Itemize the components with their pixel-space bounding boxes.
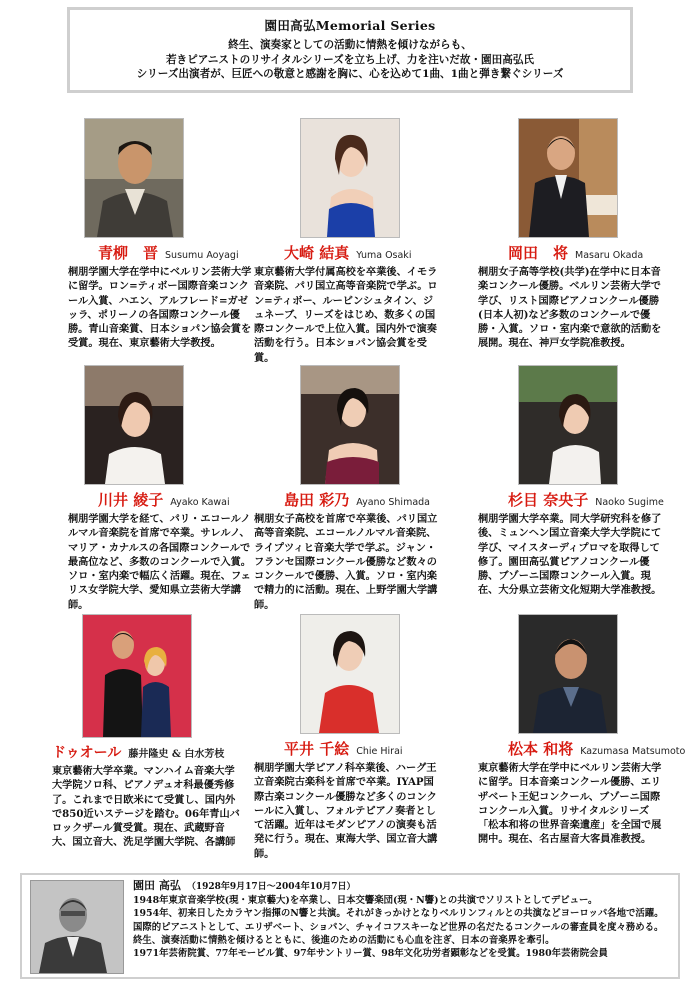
performer-bio: 東京藝術大学付属高校を卒業後、イモラ音楽院、パリ国立高等音楽院で学ぶ。ロン=ティボー、ルービンシュタイン、ジュネーブ、リーズをはじめ、数多くの国際コンクールで上位入賞。国内外で演奏活動を行う。日本ショパン協会賞を受賞。: [254, 266, 438, 364]
performer-name-en: Ayako Kawai: [170, 497, 230, 508]
performer-name-en: Ayano Shimada: [356, 497, 431, 508]
performer-bio: 桐朋学園大学ピアノ科卒業後、ハーグ王立音楽院古楽科を首席で卒業。IYAP国際古楽コンクール優勝など多くのコンクールに入賞し、フォルテピアノ奏者として活躍。近年はモダンピアノの演奏も活発に行う。現在、東海大学、国立音大講師。: [254, 762, 438, 860]
series-description: [70, 38, 630, 82]
performer-name-en: Yuma Osaki: [356, 250, 412, 261]
performer-name-en: 藤井隆史 & 白水芳枝: [128, 749, 225, 760]
performer-name: 岡田 将: [508, 244, 569, 262]
performer-name-en: Chie Hirai: [356, 746, 403, 757]
performer-card-matsumoto: [478, 614, 686, 847]
description-line-1: 終生、演奏家としての活動に情熱を傾けながらも、: [228, 39, 472, 51]
performer-photo: [518, 118, 618, 238]
performer-card-osaki: [254, 118, 444, 365]
performer-name-en: Kazumasa Matsumoto: [580, 746, 686, 757]
performer-name: 杉目 奈央子: [508, 491, 589, 509]
performer-bio: 東京藝術大学卒業。マンハイム音楽大学大学院ソロ科、ピアノデュオ科最優秀修了。これまで日欧米にて受賞し、国内外で850近いステージを踏む。06年青山バロックザール賞受賞。現在、武蔵野音大、国立音大、洗足学園大学院、各講師: [52, 765, 240, 849]
series-header: [67, 7, 633, 93]
performer-name: 島田 彩乃: [284, 491, 350, 509]
sonoda-name: 園田 高弘: [133, 879, 181, 892]
performer-card-aoyagi: [68, 118, 258, 351]
performer-card-sugime: [478, 365, 668, 598]
performer-bio: 桐朋学園大学を経て、パリ・エコールノルマル音楽院を首席で卒業。サレルノ、マリア・カナルスの各国際コンクールで最高位など、多数のコンクールで入賞。ソロ・室内楽で幅広く活躍。現在、フェリス女学院大学、愛知県立芸術大学講師。: [68, 513, 251, 611]
performer-card-okada: [478, 118, 668, 351]
performer-bio: 桐朋女子高等学校(共学)在学中に日本音楽コンクール優勝。ベルリン芸術大学で学び、リスト国際ピアノコンクール優勝(日本人初)など多数のコンクールで優勝・入賞。ソロ・室内楽で意欲的活動を展開。現在、神戸女学院准教授。: [478, 266, 662, 350]
performer-bio: 桐朋女子高校を首席で卒業後、パリ国立高等音楽院、エコールノルマル音楽院、ライプツィヒ音楽大学で学ぶ。ジャン・フランセ国際コンクール優勝など数々のコンクールで優勝、入賞。ソロ・室内楽で精力的に活動。現在、上野学園大学講師。: [254, 513, 438, 611]
sonoda-memorial-box: [20, 873, 680, 979]
performer-card-kawai: [68, 365, 258, 612]
description-line-3: シリーズ出演者が、巨匠への敬意と感謝を胸に、心を込めて1曲、1曲と弾き繋ぐシリーズ: [136, 68, 564, 80]
sonoda-photo: [30, 880, 124, 974]
sonoda-dates: （1928年9月17日～2004年10月7日）: [186, 882, 356, 892]
performer-name: 青柳 晋: [98, 244, 159, 262]
performer-photo: [300, 365, 400, 485]
sonoda-bio-line: 1948年東京音楽学校(現・東京藝大)を卒業し、日本交響楽団(現・N響)との共演でソリストとしてデビュー。: [133, 895, 598, 907]
performer-name: 大崎 結真: [284, 244, 350, 262]
performer-name: 松本 和将: [508, 740, 574, 758]
performer-name-en: Masaru Okada: [575, 250, 644, 261]
performer-card-hirai: [254, 614, 444, 861]
description-line-2: 若きピアニストのリサイタルシリーズを立ち上げ、力を注いだ故・園田高弘氏: [165, 53, 535, 66]
performer-bio: 桐朋学園大学卒業。同大学研究科を修了後、ミュンヘン国立音楽大学大学院にて学び、マイスターディプロマを取得して修了。園田高弘賞ピアノコンクール優勝、ブゾーニ国際コンクール入賞。現在、大分県立芸術文化短期大学准教授。: [478, 513, 662, 597]
performer-photo: [82, 614, 192, 738]
sonoda-bio-line: 1954年、初来日したカラヤン指揮のN響と共演。それがきっかけとなりベルリンフィルとの共演などヨーロッパ各地で活躍。: [133, 908, 664, 920]
sonoda-bio-line: 終生、演奏活動に情熱を傾けるとともに、後進のための活動にも心血を注ぎ、日本の音楽界を牽引。: [133, 934, 555, 946]
performer-bio: 桐朋学園大学在学中にベルリン芸術大学に留学。ロン=ティボー国際音楽コンクール入賞、ハエン、アルフレード=ガゼッラ、ポリーノの各国際コンクール優勝。青山音楽賞、日本ショパン協会賞を受賞。現在、東京藝術大学教授。: [68, 266, 252, 350]
sonoda-biography: [133, 879, 673, 960]
performer-bio: 東京藝術大学在学中にベルリン芸術大学に留学。日本音楽コンクール優勝、エリザベート王妃コンクール、ブゾーニ国際コンクール入賞。リサイタルシリーズ「松本和将の世界音楽遺産」を全国で展開中。現在、名古屋音大客員准教授。: [478, 762, 662, 846]
performer-name: ドゥオール: [52, 745, 122, 761]
performer-photo: [300, 614, 400, 734]
performer-card-shimada: [254, 365, 444, 612]
performer-photo: [84, 118, 184, 238]
performer-name: 川井 綾子: [98, 491, 164, 509]
series-title: 園田高弘Memorial Series: [264, 18, 436, 33]
performer-photo: [84, 365, 184, 485]
sonoda-bio-line: 1971年芸術院賞、77年モービル賞、97年サントリー賞、98年文化功労者顕彰などを受賞。1980年芸術院会員: [133, 948, 608, 960]
performer-name-en: Susumu Aoyagi: [165, 250, 239, 261]
sonoda-bio-line: 国際的ピアニストとして、エリザベート、ショパン、チャイコフスキーなど世界の名だたるコンクールの審査員を度々務める。: [133, 921, 664, 933]
performer-card-duor: [52, 614, 242, 850]
performer-name-en: Naoko Sugime: [595, 497, 664, 508]
performer-photo: [518, 365, 618, 485]
performer-name: 平井 千絵: [284, 740, 350, 758]
performer-photo: [300, 118, 400, 238]
performer-photo: [518, 614, 618, 734]
